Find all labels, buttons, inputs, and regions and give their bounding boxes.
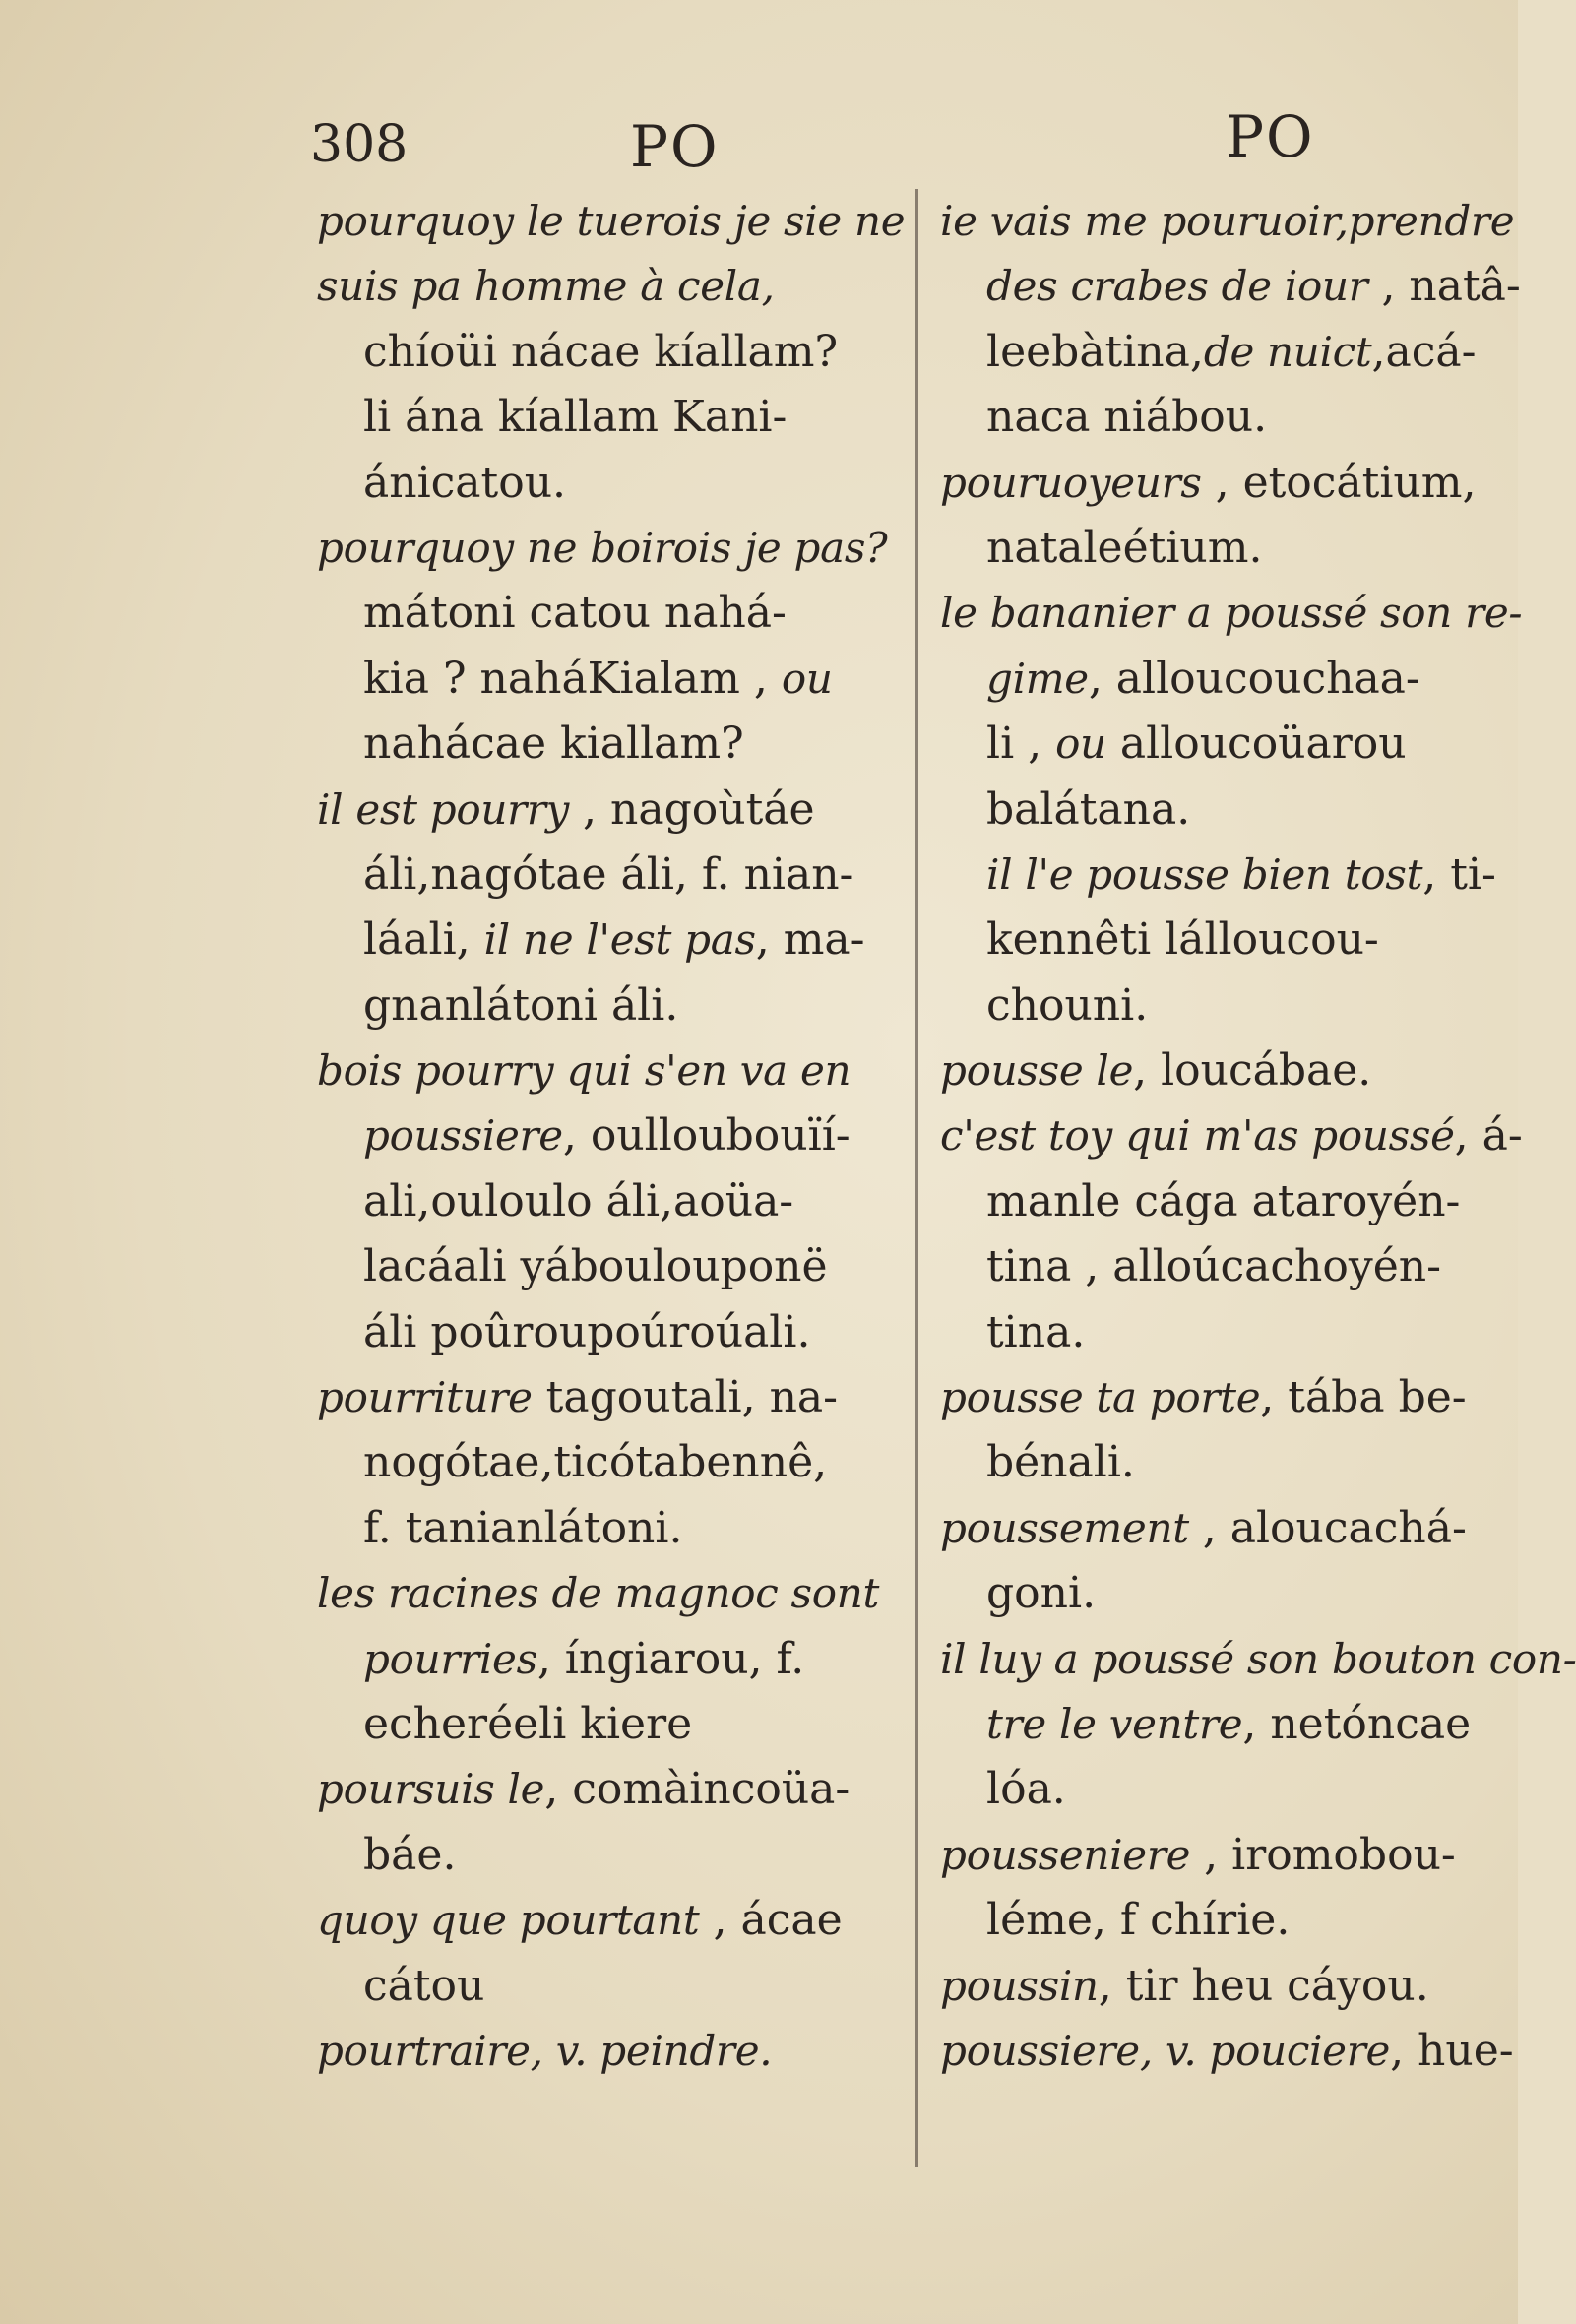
translation-text: , oulloubouïí- [562, 1110, 851, 1162]
french-term: il luy a poussé son bouton con- [940, 1634, 1576, 1683]
entry-line [317, 385, 898, 450]
entry-line [317, 908, 898, 973]
entry-line [317, 516, 898, 581]
entry-line [940, 647, 1452, 712]
entry-line [940, 1954, 1452, 2019]
entry-line [940, 1496, 1467, 1561]
entry-line [940, 1103, 1523, 1168]
translation-text: li ána kíallam Kani- [363, 392, 788, 443]
entry-line [317, 1300, 898, 1365]
translation-text: mátoni catou nahá- [363, 588, 787, 639]
entry-line [317, 712, 898, 777]
translation-text: kia ? naháKialam , [363, 653, 782, 704]
translation-text: , alloucouchaa- [1088, 653, 1420, 704]
translation-text: lacáali yáboulouponë [363, 1241, 828, 1292]
translation-text: chouni. [986, 979, 1149, 1031]
entry-line [940, 778, 1452, 843]
translation-text: kennêti lálloucou- [986, 914, 1379, 966]
french-term: ie vais me pouruoir,prendre [940, 197, 1515, 245]
entry-line [317, 1430, 898, 1495]
french-term: pourquoy le tuerois je sie ne [317, 197, 906, 245]
entry-line [940, 1300, 1452, 1365]
entry-line [940, 843, 1496, 908]
right-running-head: PO [1226, 103, 1315, 170]
translation-text: goni. [986, 1568, 1097, 1619]
french-term: pourriture [317, 1373, 533, 1422]
translation-text: áli poûroupoúroúali. [363, 1306, 811, 1357]
translation-text: , netóncae [1242, 1698, 1472, 1749]
column-divider [915, 189, 918, 2167]
translation-text: , comàincoüa- [544, 1764, 851, 1815]
entry-line [940, 1561, 1452, 1626]
french-term: il est pourry [317, 785, 570, 834]
entry-line [317, 1627, 898, 1692]
page-number: 308 [310, 115, 409, 174]
entry-line [940, 2019, 1514, 2084]
translation-text: ánicatou. [363, 457, 567, 508]
entry-line [940, 1365, 1467, 1430]
french-term: pourtraire, v. peindre. [317, 2026, 773, 2075]
entry-line [317, 1823, 898, 1888]
translation-text: láali, [363, 914, 484, 966]
french-term: poussin [940, 1961, 1099, 2010]
translation-text: , íngiarou, f. [536, 1633, 805, 1684]
entry-line [940, 516, 1452, 581]
entry-line [317, 778, 898, 843]
french-term: ou [781, 654, 833, 703]
french-term: pourries [363, 1634, 537, 1683]
french-term: pousse ta porte [940, 1373, 1261, 1422]
translation-text: báe. [363, 1829, 457, 1880]
entry-line [940, 581, 1523, 646]
translation-text: leebàtina, [986, 326, 1204, 377]
entry-line [317, 1234, 898, 1299]
entry-line [317, 581, 898, 646]
translation-text: , ácae [699, 1895, 843, 1946]
entry-line [940, 451, 1477, 516]
right-column [940, 189, 1576, 2084]
entry-line [940, 1169, 1461, 1234]
entry-line [940, 254, 1521, 319]
entry-line [940, 1757, 1452, 1822]
entry-line [317, 451, 898, 516]
translation-text: nogótae,ticótabennê, [363, 1437, 828, 1488]
translation-text: lóa. [986, 1764, 1066, 1815]
translation-text: , nagoùtáe [569, 784, 815, 835]
entry-line [317, 320, 898, 385]
french-term: c'est toy qui m'as poussé [940, 1111, 1455, 1161]
french-term: des crabes de iour [986, 262, 1368, 311]
translation-text: , aloucachá- [1188, 1502, 1467, 1553]
entry-line [940, 320, 1477, 385]
left-column [317, 189, 906, 2084]
translation-text: , natâ- [1367, 261, 1521, 312]
page-header [310, 103, 1452, 192]
entry-line [317, 1692, 898, 1757]
entry-line [317, 1103, 898, 1168]
translation-text: balátana. [986, 784, 1191, 835]
translation-text: , ma- [755, 914, 865, 966]
translation-text: nahácae kiallam? [363, 719, 744, 770]
translation-text: ali,ouloulo áli,aoüa- [363, 1175, 794, 1226]
entry-line [940, 1038, 1452, 1103]
translation-text: bénali. [986, 1437, 1135, 1488]
entry-line [317, 254, 898, 319]
entry-line [940, 1823, 1456, 1888]
translation-text: tina. [986, 1306, 1086, 1357]
translation-text: manle cága ataroyén- [986, 1175, 1461, 1226]
french-term: ou [1055, 720, 1106, 769]
french-term: quoy que pourtant [317, 1896, 700, 1945]
translation-text: nataleétium. [986, 522, 1263, 573]
entry-line [940, 1888, 1452, 1953]
entry-line [317, 1496, 898, 1561]
french-term: tre le ventre [986, 1699, 1243, 1748]
french-term: bois pourry qui s'en va en [317, 1046, 851, 1096]
translation-text: tina , alloúcachoyén- [986, 1241, 1441, 1292]
translation-text: , á- [1454, 1110, 1523, 1162]
french-term: il l'e pousse bien tost [986, 849, 1423, 899]
entry-line [317, 2019, 898, 2084]
translation-text: cátou [363, 1960, 485, 2011]
entry-line [317, 189, 906, 254]
translation-text: léme, f chírie. [986, 1895, 1291, 1946]
french-term: poussement [940, 1503, 1189, 1552]
left-running-head: PO [630, 113, 720, 180]
entry-line [317, 1954, 898, 2019]
translation-text: , tába be- [1260, 1372, 1467, 1423]
entry-line [317, 1888, 898, 1953]
entry-line [317, 843, 898, 908]
entry-line [317, 1365, 898, 1430]
translation-text: allоucoüarou [1105, 719, 1407, 770]
translation-text: , etocátium, [1201, 457, 1477, 508]
translation-text: , loucábae. [1133, 1045, 1372, 1097]
entry-line [317, 1169, 898, 1234]
translation-text: tagoutali, na- [532, 1372, 839, 1423]
entry-line [940, 385, 1452, 450]
translation-text: áli,nagótae áli, f. nian- [363, 848, 854, 900]
entry-line [317, 1561, 898, 1626]
french-term: suis pa homme à cela, [317, 262, 775, 311]
entry-line [317, 1038, 898, 1103]
entry-line [317, 974, 898, 1038]
entry-line [940, 1692, 1472, 1757]
translation-text: f. tanianlátoni. [363, 1502, 683, 1553]
french-term: gime [986, 654, 1089, 703]
french-term: il ne l'est pas [483, 915, 756, 965]
entry-line [940, 974, 1452, 1038]
entry-line [940, 908, 1452, 973]
french-term: de nuict [1203, 327, 1372, 376]
translation-text: , iromobou- [1190, 1829, 1456, 1880]
translation-text: ,acá- [1371, 326, 1477, 377]
french-term: poussiere [363, 1111, 563, 1161]
french-term: les racines de magnoc sont [317, 1569, 880, 1618]
translation-text: li , [986, 719, 1056, 770]
french-term: pousseniere [940, 1830, 1191, 1879]
translation-text: , tir heu cáyou. [1098, 1960, 1429, 2011]
entry-line [317, 647, 898, 712]
french-term: pourquoy ne boirois je pas? [317, 523, 888, 572]
translation-text: naca niábou. [986, 392, 1268, 443]
translation-text: echeréeli kiere [363, 1698, 693, 1749]
french-term: pousse le [940, 1046, 1134, 1096]
entry-line [940, 712, 1452, 777]
french-term: pouruoyeurs [940, 458, 1202, 507]
entry-line [940, 1430, 1452, 1495]
translation-text: gnanlátoni áli. [363, 979, 679, 1031]
entry-line [940, 1234, 1452, 1299]
translation-text: , hue- [1390, 2025, 1514, 2076]
entry-line [940, 1627, 1576, 1692]
french-term: poursuis le [317, 1765, 545, 1814]
entry-line [317, 1757, 898, 1822]
entry-line [940, 189, 1515, 254]
french-term: le bananier a poussé son re- [940, 589, 1523, 638]
french-term: poussiere, v. pouciere [940, 2026, 1391, 2075]
translation-text: chíoüi nácae kíallam? [363, 326, 839, 377]
translation-text: , ti- [1422, 848, 1496, 900]
